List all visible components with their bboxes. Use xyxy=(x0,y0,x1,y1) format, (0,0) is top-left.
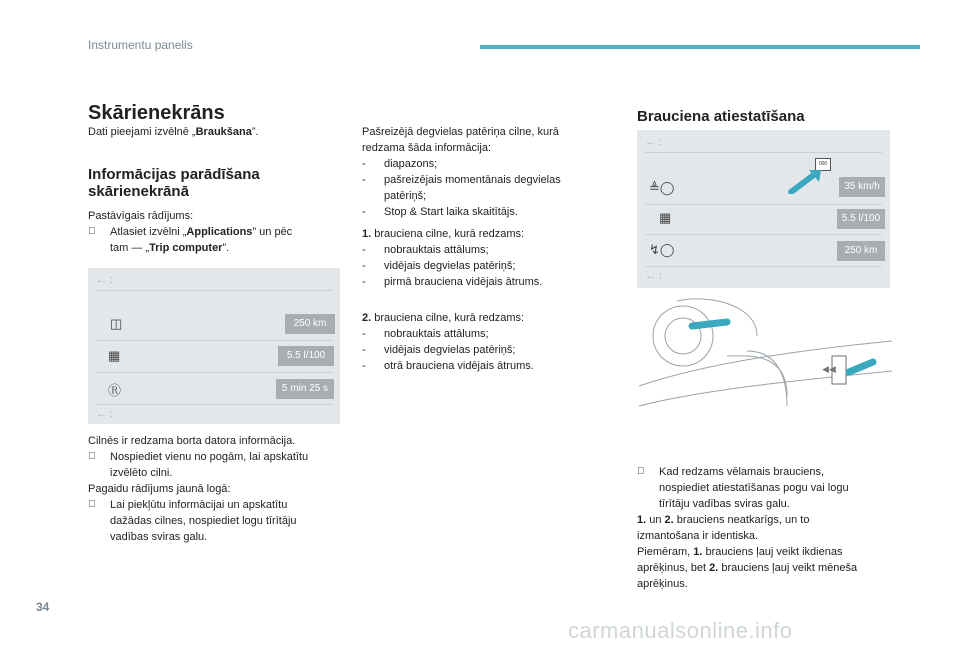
back-arrow-icon[interactable]: ← : xyxy=(645,136,663,148)
wiper-stalk-illustration xyxy=(637,296,895,436)
watermark: carmanualsonline.info xyxy=(568,618,793,643)
bullet-marker-icon xyxy=(88,497,110,545)
fuel-range-icon: ◫ xyxy=(110,316,123,331)
trip2-text: 2. brauciena cilne, kurā redzams: - nobrauktais attālums; - vidējais degvielas patēriņš; - otrā brauciena vidējais ātrums. xyxy=(362,312,534,372)
pointer-hand-icon-2 xyxy=(849,362,873,372)
pointer-hand-icon xyxy=(787,166,827,194)
distance-icon: ↯◯ xyxy=(649,242,675,257)
consumption-value: 5.5 l/100 xyxy=(278,346,334,366)
bullet-marker-icon xyxy=(88,449,110,481)
stop-start-icon: Ⓡ xyxy=(108,383,122,398)
average-speed-icon: ≜◯ xyxy=(649,180,675,195)
trip1-text: 1. brauciena cilne, kurā redzams: - nobrauktais attālums; - vidējais degvielas patēriņš; - pirmā brauciena vidējais ātrums. xyxy=(362,228,543,288)
distance-value: 250 km xyxy=(837,241,885,261)
subheading: Informācijas parādīšana skārienekrānā xyxy=(88,166,260,200)
fuel-consumption-icon: ▦ xyxy=(659,210,672,225)
consumption-value: 5.5 l/100 xyxy=(837,209,885,229)
running-header: Instrumentu panelis xyxy=(88,38,193,52)
bullet-marker-icon xyxy=(88,224,110,256)
intro-text: Dati pieejami izvēlnē „Braukšana”. xyxy=(88,126,259,138)
trip-reset-heading: Brauciena atiestatīšana xyxy=(637,108,805,125)
permanent-display-text: Pastāvīgais rādījums: Atlasiet izvēlni „Applications” un pēc tam — „Trip computer”. xyxy=(88,210,293,254)
trip-reset-screen xyxy=(637,130,890,288)
trip-computer-screen xyxy=(88,268,340,424)
fuel-consumption-icon: ▦ xyxy=(108,348,121,363)
back-arrow-icon-bottom[interactable]: ← : xyxy=(96,408,114,420)
section-heading: Skārienekrāns xyxy=(88,102,225,124)
svg-text:◀◀: ◀◀ xyxy=(822,364,836,374)
header-accent-bar xyxy=(480,45,920,49)
consumption-tab-text: Pašreizējā degvielas patēriņa cilne, kurā redzama šāda informācija: - diapazons; - pašreizējais momentānais degvielas patēriņš; - Stop & Start laika skaitītājs. xyxy=(362,126,561,218)
range-value: 250 km xyxy=(285,314,335,334)
bullet-marker-icon xyxy=(637,464,659,512)
reset-button-icon[interactable]: 000 xyxy=(815,158,831,171)
back-arrow-icon-bottom[interactable]: ← : xyxy=(645,270,663,282)
pointer-hand-icon xyxy=(692,322,727,326)
back-arrow-icon[interactable]: ← : xyxy=(96,274,114,286)
stop-start-value: 5 min 25 s xyxy=(276,379,334,399)
trip-reset-instructions: Kad redzams vēlamais brauciens, nospiediet atiestatīšanas pogu vai logu tīrītāju vadības sviras galu. 1. un 2. brauciens neatkarīgs, un to izmantošana ir identiska. Piemēram, 1. brauciens ļauj veikt ikdienas aprēķinus, bet 2. brauciens ļauj veikt mēneša aprēķinus. xyxy=(637,466,858,590)
tabs-description: Cilnēs ir redzama borta datora informācija. Nospiediet vienu no pogām, lai apskatītu izvēlēto cilni. Pagaidu rādījums jaunā logā: Lai piekļūtu informācijai un apskatītu dažādas cilnes, nospiediet logu tīrītāju vadības sviras galu. xyxy=(88,435,309,543)
page-number: 34 xyxy=(36,600,50,614)
speed-value: 35 km/h xyxy=(839,177,885,197)
